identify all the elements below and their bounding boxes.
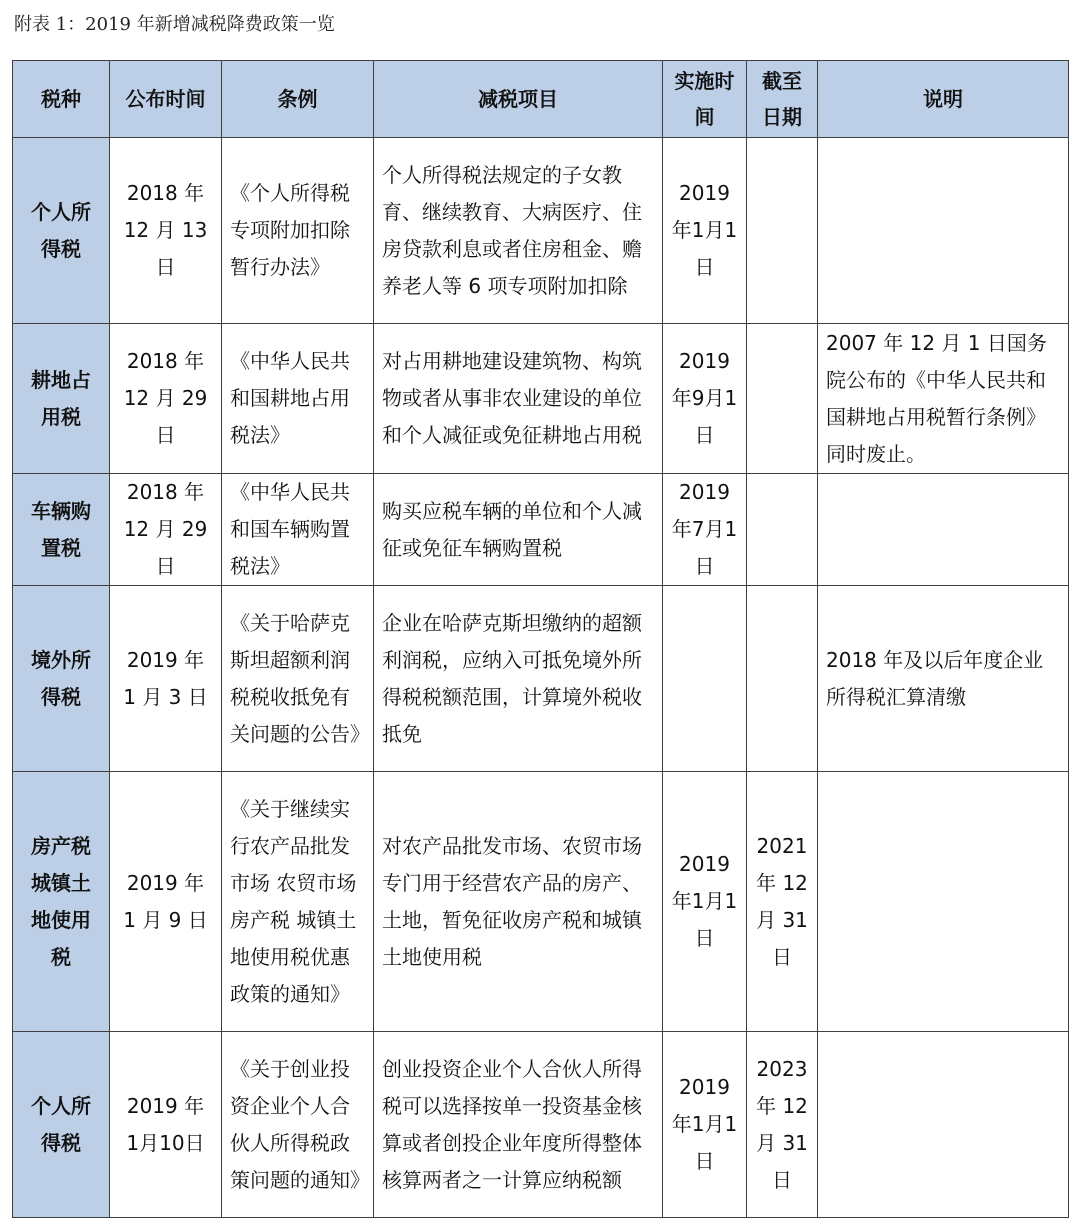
cell-deadline: 2021 年 12 月 31 日 [747,772,818,1032]
cell-regulation: 《中华人民共和国耕地占用税法》 [222,324,374,474]
cell-reduction-item: 企业在哈萨克斯坦缴纳的超额利润税，应纳入可抵免境外所得税税额范围，计算境外税收抵免 [374,586,663,772]
cell-reduction-item: 对占用耕地建设建筑物、构筑物或者从事非农业建设的单位和个人减征或免征耕地占用税 [374,324,663,474]
table-row [13,1032,1069,1218]
cell-tax-type: 境外所得税 [13,586,110,772]
table-row [13,138,1069,324]
cell-publish-date: 2019 年 1 月 3 日 [110,586,222,772]
cell-tax-type: 个人所得税 [13,1032,110,1218]
table-row [13,324,1069,474]
cell-tax-type: 车辆购置税 [13,474,110,586]
cell-deadline [747,138,818,324]
header-regulation: 条例 [222,61,374,138]
cell-effective-date: 2019 年1月1日 [663,1032,747,1218]
cell-note [818,772,1069,1032]
cell-note: 2007 年 12 月 1 日国务院公布的《中华人民共和国耕地占用税暂行条例》同时废止。 [818,324,1069,474]
cell-note: 2018 年及以后年度企业所得税汇算清缴 [818,586,1069,772]
header-note: 说明 [818,61,1069,138]
cell-note [818,474,1069,586]
header-deadline: 截至日期 [747,61,818,138]
cell-effective-date: 2019 年9月1日 [663,324,747,474]
cell-tax-type: 房产税城镇土地使用税 [13,772,110,1032]
cell-regulation: 《关于继续实行农产品批发市场 农贸市场房产税 城镇土地使用税优惠政策的通知》 [222,772,374,1032]
header-publish-date: 公布时间 [110,61,222,138]
table-row [13,772,1069,1032]
cell-regulation: 《个人所得税专项附加扣除暂行办法》 [222,138,374,324]
cell-tax-type: 个人所得税 [13,138,110,324]
cell-deadline [747,586,818,772]
table-caption: 附表 1：2019 年新增减税降费政策一览 [14,14,335,35]
cell-reduction-item: 对农产品批发市场、农贸市场专门用于经营农产品的房产、土地，暂免征收房产税和城镇土地使用税 [374,772,663,1032]
cell-regulation: 《关于哈萨克斯坦超额利润税税收抵免有关问题的公告》 [222,586,374,772]
header-tax-type: 税种 [13,61,110,138]
cell-reduction-item: 个人所得税法规定的子女教育、继续教育、大病医疗、住房贷款利息或者住房租金、赡养老人等 6 项专项附加扣除 [374,138,663,324]
cell-publish-date: 2018 年 12 月 13 日 [110,138,222,324]
header-effective-date: 实施时间 [663,61,747,138]
cell-deadline: 2023 年 12 月 31 日 [747,1032,818,1218]
cell-publish-date: 2019 年 1 月 9 日 [110,772,222,1032]
tax-policy-table [12,60,1069,1218]
cell-note [818,138,1069,324]
cell-publish-date: 2018 年 12 月 29 日 [110,324,222,474]
cell-tax-type: 耕地占用税 [13,324,110,474]
header-reduction-item: 减税项目 [374,61,663,138]
cell-regulation: 《关于创业投资企业个人合伙人所得税政策问题的通知》 [222,1032,374,1218]
cell-reduction-item: 购买应税车辆的单位和个人减征或免征车辆购置税 [374,474,663,586]
header-row [13,61,1069,138]
cell-deadline [747,324,818,474]
table-row [13,474,1069,586]
cell-note [818,1032,1069,1218]
table-row [13,586,1069,772]
cell-reduction-item: 创业投资企业个人合伙人所得税可以选择按单一投资基金核算或者创投企业年度所得整体核算两者之一计算应纳税额 [374,1032,663,1218]
cell-effective-date: 2019 年7月1日 [663,474,747,586]
cell-publish-date: 2019 年 1月10日 [110,1032,222,1218]
cell-effective-date: 2019 年1月1日 [663,138,747,324]
cell-effective-date: 2019 年1月1日 [663,772,747,1032]
cell-publish-date: 2018 年 12 月 29 日 [110,474,222,586]
cell-effective-date [663,586,747,772]
cell-regulation: 《中华人民共和国车辆购置税法》 [222,474,374,586]
cell-deadline [747,474,818,586]
